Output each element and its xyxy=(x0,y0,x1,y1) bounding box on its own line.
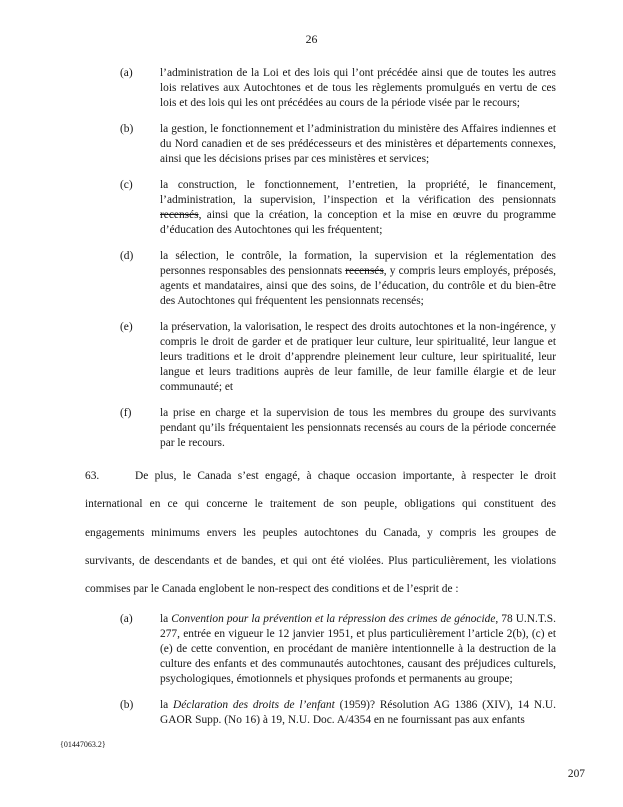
list-item-text: la Convention pour la prévention et la répression des crimes de génocide, 78 U.N.T.S. 277, entrée en vigueur le 12 janvier 1951, et plus particulièrement l’article 2(b), (c) et (e) de cette convention, en procédant de manière intentionnelle à la destruction de la culture des enfants et des communautés autochtones, causant des préjudices culturels, psychologiques, émotionnels et physiques profonds et permanents au groupe; xyxy=(160,613,556,686)
list-item-d xyxy=(120,249,556,309)
list-item-label: (e) xyxy=(120,321,133,333)
list-item-label: (a) xyxy=(120,67,133,79)
paragraph-63 xyxy=(85,462,556,603)
list-item-label: (c) xyxy=(120,179,133,191)
list-item-f xyxy=(120,406,556,451)
page-number-top: 26 xyxy=(305,32,318,46)
list-item-label: (b) xyxy=(120,699,134,712)
list-item-label: (d) xyxy=(120,250,134,262)
list-item-text: la prise en charge et la supervision de tous les membres du groupe des survivants pendant qu’ils fréquentaient les pensionnats recensés au cours de la période concernée par le recours. xyxy=(160,407,556,449)
page-number-bottom: 207 xyxy=(567,768,585,780)
paragraph-text: De plus, le Canada s’est engagé, à chaque occasion importante, à respecter le droit international en ce qui concerne le traitement de son peuple, obligations qui constituent des engagements minimums envers les peuples autochtones du Canada, y compris les groupes de survivants, de descendants et de bandes, et qui ont été violées. Plus particulièrement, les violations commises par le Canada englobent le non-respect des conditions et de l’esprit de : xyxy=(85,470,556,596)
list-item-label: (f) xyxy=(120,407,132,419)
list-item-text: la construction, le fonctionnement, l’entretien, la propriété, le financement, l’administration, la supervision, l’inspection et la vérification des pensionnats recensés, ainsi que la création, la conception et la mise en œuvre du programme d’éducation des Autochtones qui les fréquentent; xyxy=(160,179,556,236)
list-item-text: la Déclaration des droits de l’enfant (1959)? Résolution AG 1386 (XIV), 14 N.U. GAOR Supp. (No 16) à 19, N.U. Doc. A/4354 en ne fournissant pas aux enfants xyxy=(160,699,556,727)
list-item-a xyxy=(120,66,556,111)
list-item-convention-b xyxy=(120,698,556,728)
list-item-text: la gestion, le fonctionnement et l’administration du ministère des Affaires indiennes et du Nord canadien et de ses prédécesseurs et des ministères et départements connexes, ainsi que les décisions prises par ces ministères et services; xyxy=(160,123,556,165)
list-item-label: (a) xyxy=(120,613,133,626)
list-item-text: la préservation, la valorisation, le respect des droits autochtones et la non-ingérence, y compris le droit de garder et de pratiquer leur culture, leur spiritualité, leur langue et leurs traditions et le droit d’apprendre pleinement leur culture, leur spiritualité, leur langue et leurs traditions auprès de leur famille, de leur famille élargie et de leur communauté; et xyxy=(160,321,556,393)
paragraph-number: 63. xyxy=(85,470,100,482)
list-item-label: (b) xyxy=(120,123,134,135)
list-item-b xyxy=(120,122,556,167)
list-item-convention-a xyxy=(120,612,556,687)
list-item-text: l’administration de la Loi et des lois qui l’ont précédée ainsi que de toutes les autres lois relatives aux Autochtones et de tous les règlements promulgués en vertu de ces lois et des lois qui les ont précédées au cours de la période visée par le recours; xyxy=(160,67,556,109)
list-item-e xyxy=(120,320,556,395)
document-id-stamp: {01447063.2} xyxy=(60,740,106,749)
list-item-text: la sélection, le contrôle, la formation, la supervision et la réglementation des personnes responsables des pensionnats recensés, y compris leurs employés, préposés, agents et mandataires, ainsi que des soins, de l’éducation, du contrôle et du bien-être des Autochtones qui fréquentent les pensionnats recensés; xyxy=(160,250,556,307)
subparagraph-list-primary xyxy=(120,66,556,451)
list-item-c xyxy=(120,178,556,238)
subparagraph-list-conventions xyxy=(120,612,556,728)
